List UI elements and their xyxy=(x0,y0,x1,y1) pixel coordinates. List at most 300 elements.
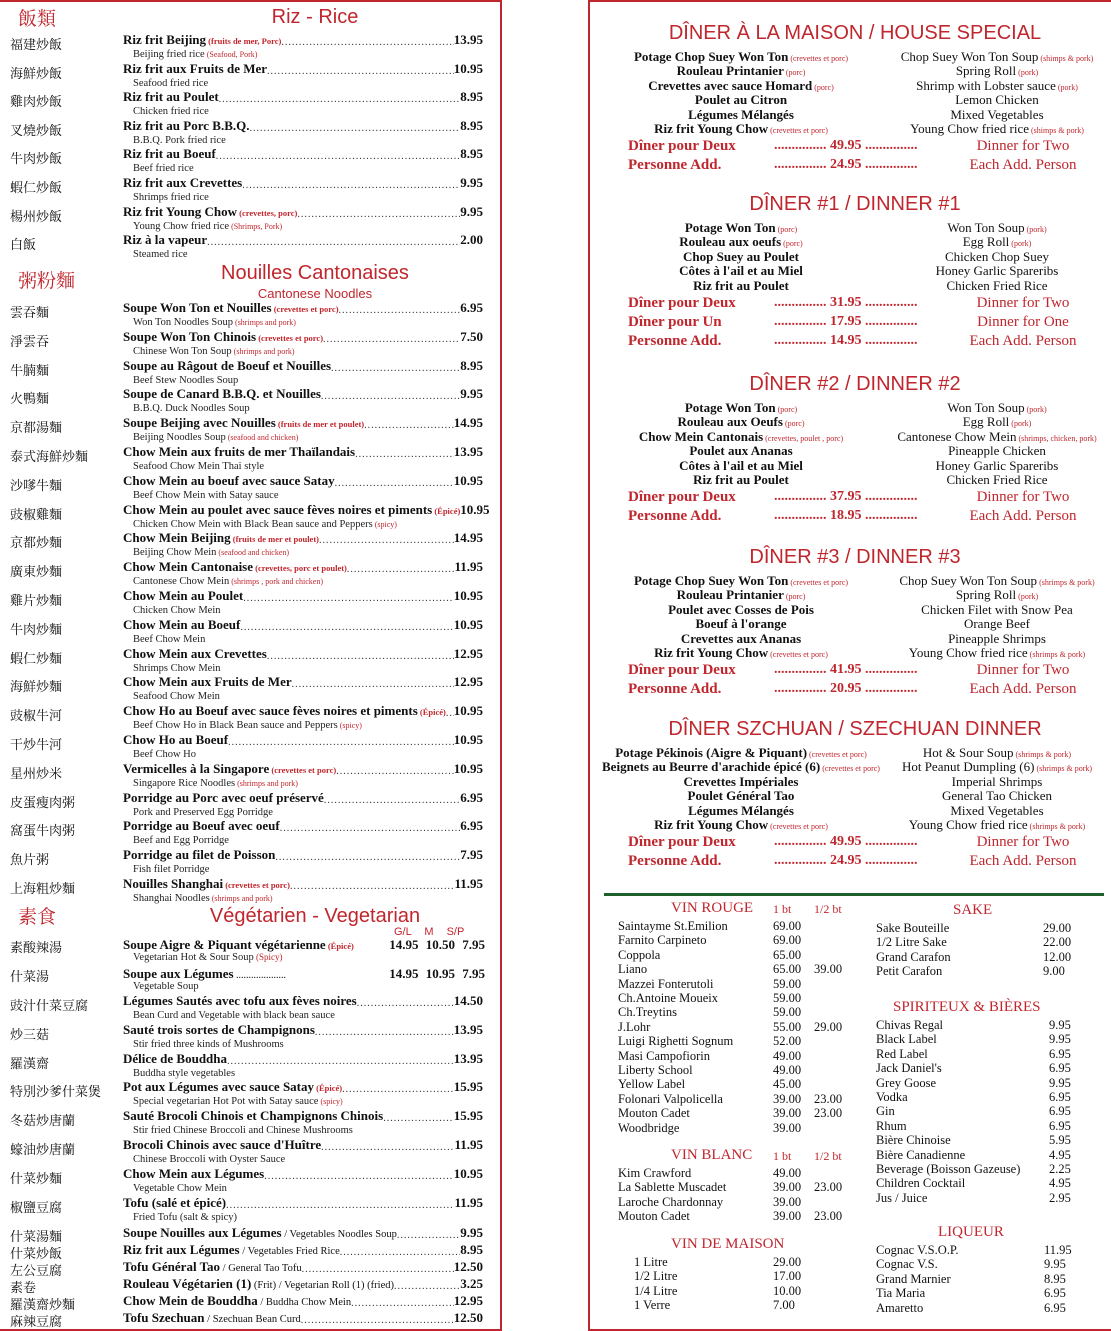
leader-dots xyxy=(355,449,454,460)
item-fr-name xyxy=(123,1310,301,1326)
item-en-name xyxy=(133,1096,343,1107)
item-row xyxy=(123,1139,483,1153)
item-price: 9.95 xyxy=(460,203,483,219)
item-en-text: Seafood Chow Mein Thai style xyxy=(133,461,265,472)
dinner-item-fr-text: Riz frit Young Chow xyxy=(654,817,769,832)
dinner-price-row xyxy=(628,157,1098,175)
drink-price-half: 29.00 xyxy=(814,1019,843,1034)
dinner-item-en-text: Chop Suey Won Ton Soup xyxy=(899,573,1038,588)
item-en-name xyxy=(133,317,296,328)
drink-name: Petit Carafon xyxy=(876,964,943,979)
dinner-item-en-note: (shrimps & pork) xyxy=(1034,764,1093,774)
dinner-item-fr-note: (crevettes et porc) xyxy=(820,764,880,774)
drink-name: Gin xyxy=(876,1104,895,1119)
dinner-item-en-note: (pork) xyxy=(1016,68,1039,78)
dinner-price-en: Each Add. Person xyxy=(969,853,1077,870)
item-fr-name xyxy=(123,818,280,834)
item-fr-name xyxy=(123,966,389,982)
leader-dots: ............... 24.95 ............... xyxy=(774,853,918,869)
item-en-name xyxy=(133,807,273,818)
item-price: 12.50 xyxy=(453,1310,483,1325)
item-price: 10.95 xyxy=(460,501,490,517)
item-en-text: Stir fried three kinds of Mushrooms xyxy=(133,1038,284,1050)
dinner-price-label: Personne Add. xyxy=(628,157,722,174)
item-en-text: Chinese Won Ton Soup xyxy=(133,345,232,357)
drink-name: Saintayme St.Emilion xyxy=(618,919,728,933)
item-price: 14.95 xyxy=(453,530,483,546)
dinner-price-row xyxy=(628,138,1098,156)
item-fr-text: Riz frit au Boeuf xyxy=(123,146,216,162)
dinner-title: DÎNER #2 / DINNER #2 xyxy=(749,373,961,395)
drink-price: 6.95 xyxy=(1044,1300,1066,1315)
leader-dots xyxy=(394,1281,460,1292)
size-header: G/L M S/P xyxy=(394,926,465,938)
item-en-name xyxy=(133,835,229,846)
item-zh-name: 白飯 xyxy=(10,238,37,254)
item-zh-name: 廣東炒麵 xyxy=(10,565,63,581)
dinner-item-fr-note: (crevettes et porc) xyxy=(768,822,828,831)
item-fr-text: Soupe Beijing avec Nouilles xyxy=(123,415,276,431)
dinner-item-en-text: Egg Roll xyxy=(962,234,1010,250)
item-row xyxy=(123,60,483,77)
drink-price: 39.00 xyxy=(773,1106,802,1121)
item-fr-name xyxy=(123,674,292,690)
item-en-name xyxy=(133,403,250,414)
vegetarian-zh-title: 素食 xyxy=(18,906,57,928)
dinner-item-en-text: Shrimp with Lobster sauce xyxy=(916,77,1056,93)
leader-dots xyxy=(342,1084,454,1095)
item-price: 8.95 xyxy=(460,357,483,373)
dinner-price-row xyxy=(628,489,1098,507)
item-zh-name: 京都炒麵 xyxy=(10,536,63,552)
item-price: 11.95 xyxy=(454,876,483,891)
item-en-text: (Frit) / Vegetarian Roll (1) (fried) xyxy=(251,1280,394,1291)
item-price: 6.95 xyxy=(460,789,483,805)
item-en-text: Beijing Noodles Soup xyxy=(133,432,226,444)
leader-dots xyxy=(280,823,461,834)
item-row xyxy=(123,472,483,489)
drink-name: Coppola xyxy=(618,947,661,962)
drink-name: Black Label xyxy=(876,1032,937,1047)
item-row xyxy=(123,676,483,690)
item-fr-text: Tofu (salé et épicé) xyxy=(123,1194,227,1210)
item-fr-name xyxy=(123,1051,227,1067)
dinner-item-en-note: (pork) xyxy=(1009,419,1032,429)
dinner-item-en-note: (pork) xyxy=(1009,239,1032,249)
drink-name: Bière Chinoise xyxy=(876,1133,951,1148)
item-zh-name: 什菜湯麵 xyxy=(10,1230,63,1245)
item-fr-text: Soupe Won Ton Chinois xyxy=(123,328,257,344)
item-fr-name xyxy=(123,732,228,748)
item-fr-note: (Épicé) xyxy=(314,1083,343,1094)
dinner-item-en-text: Pineapple Chicken xyxy=(948,443,1046,459)
drink-name: Liano xyxy=(618,962,648,977)
item-row xyxy=(123,501,490,518)
item-en-text: Young Chow fried rice xyxy=(133,220,230,232)
drink-price: 6.95 xyxy=(1049,1061,1071,1076)
item-fr-name xyxy=(123,1242,340,1258)
item-fr-text: Tofu Général Tao xyxy=(123,1259,221,1274)
item-fr-text: Soupe Nouilles aux Légumes xyxy=(123,1225,282,1240)
item-zh-name: 豉汁什菜豆腐 xyxy=(10,999,89,1014)
item-en-name xyxy=(133,192,209,203)
item-zh-name: 什菜湯 xyxy=(10,969,50,985)
item-en-name xyxy=(133,663,221,674)
dinner-item-fr-text: Côtes à l'ail et au Miel xyxy=(679,263,803,279)
drink-price: 49.00 xyxy=(773,1048,802,1063)
dinner-price-row xyxy=(628,333,1098,351)
dinner-item-fr-text: Chop Suey au Poulet xyxy=(683,248,799,264)
drink-name: Luigi Righetti Sognum xyxy=(618,1034,734,1049)
leader-dots: ............... 49.95 ............... xyxy=(774,834,918,850)
dinner-item-fr-note: (porc) xyxy=(775,405,798,414)
item-row xyxy=(123,234,483,248)
item-row xyxy=(123,616,483,633)
item-zh-name: 素卷 xyxy=(10,1281,37,1296)
item-zh-name: 蠔油炒唐蘭 xyxy=(10,1143,76,1158)
dinner-title: DÎNER SZCHUAN / SZECHUAN DINNER xyxy=(668,718,1042,740)
item-fr-note: (fruits de mer, Porc) xyxy=(206,36,282,46)
item-en-note: (seafood and chicken) xyxy=(225,433,299,443)
dinner-item-en-note: (shrimps & pork) xyxy=(1013,750,1072,759)
dinner-item-en-note: (pork) xyxy=(1024,405,1047,414)
item-row xyxy=(123,849,483,863)
item-fr-note: (crevettes et porc) xyxy=(223,880,291,890)
drink-name: 1 Verre xyxy=(634,1298,671,1313)
item-fr-text: Nouilles Shanghai xyxy=(123,876,224,891)
item-price: 10.95 xyxy=(453,1165,483,1181)
item-zh-name: 窩蛋牛肉粥 xyxy=(10,824,76,840)
item-row xyxy=(123,1278,483,1292)
dinner-item-fr-text: Potage Chop Suey Won Ton xyxy=(633,49,789,64)
item-fr-text: Chow Ho au Boeuf xyxy=(123,732,229,747)
item-fr-name xyxy=(123,300,339,316)
item-en-text: Bean Curd and Vegetable with black bean sauce xyxy=(133,1010,335,1021)
item-fr-text: Vermicelles à la Singapore xyxy=(123,760,270,776)
dinner-item-en-text: Won Ton Soup xyxy=(947,220,1025,235)
dinner-item-fr-note: (porc) xyxy=(775,225,798,234)
item-fr-name xyxy=(123,937,389,953)
drink-col-header: 1 bt xyxy=(773,1149,792,1163)
item-row xyxy=(123,937,485,953)
item-price: 9.95 xyxy=(460,1225,483,1240)
dinner-item-fr-note: (porc) xyxy=(812,82,834,92)
item-row xyxy=(123,177,483,191)
item-fr-text: Riz frit aux Légumes xyxy=(123,1242,240,1257)
item-zh-name: 蝦仁炒麵 xyxy=(10,651,63,667)
dinner-item-fr-note: (crevettes et porc) xyxy=(788,54,849,63)
dinner-price-en: Dinner for One xyxy=(977,314,1069,330)
item-en-text: Beef Chow Ho in Black Bean sauce and Peppers xyxy=(133,720,338,732)
leader-dots: ............... 37.95 ............... xyxy=(774,489,918,505)
item-row xyxy=(123,34,483,48)
drink-price: 39.00 xyxy=(773,1120,802,1135)
item-zh-name: 雞肉炒飯 xyxy=(10,95,63,111)
dinner-item-fr-text: Rouleau Printanier xyxy=(676,63,784,79)
leader-dots xyxy=(351,1298,454,1309)
item-en-note: (spicy) xyxy=(337,721,362,731)
item-en-text: Shanghai Noodles xyxy=(133,893,210,904)
item-en-text: Beijing Chow Mein xyxy=(133,547,217,559)
item-fr-name xyxy=(123,559,347,575)
item-en-name xyxy=(133,106,209,117)
item-en-name xyxy=(133,49,257,60)
dinner-item-fr-text: Riz frit au Poulet xyxy=(693,472,789,487)
leader-dots xyxy=(347,564,455,575)
drink-price-half: 39.00 xyxy=(814,962,843,977)
drink-price: 69.00 xyxy=(773,919,802,933)
item-fr-name xyxy=(123,646,267,662)
drink-section-title: VIN DE MAISON xyxy=(671,1236,785,1252)
leader-dots xyxy=(219,94,461,105)
drink-name: Grey Goose xyxy=(876,1075,937,1090)
dinner-item-fr-note: (crevettes et porc) xyxy=(768,126,828,135)
dinner-item-en-text: Chicken Fried Rice xyxy=(946,277,1048,293)
item-price: 10.95 xyxy=(453,703,483,719)
item-fr-name xyxy=(123,386,321,402)
leader-dots xyxy=(264,1171,454,1182)
drink-price: 59.00 xyxy=(773,976,802,991)
item-en-note: (shrimps and pork) xyxy=(233,318,296,327)
drink-name: Mouton Cadet xyxy=(618,1209,690,1224)
drink-name: Cognac V.S.O.P. xyxy=(876,1243,959,1257)
dinner-item-en-text: Hot Peanut Dumpling (6) xyxy=(901,759,1035,775)
dinner-item-fr-text: Boeuf à l'orange xyxy=(695,616,787,632)
leader-dots xyxy=(339,305,461,316)
dinner-item-en-note: (pork) xyxy=(1055,82,1078,92)
dinner-item-fr-text: Poulet Général Tao xyxy=(687,788,795,804)
drink-price: 6.95 xyxy=(1044,1286,1066,1301)
drink-name: Laroche Chardonnay xyxy=(618,1194,724,1209)
item-fr-text: Porridge au filet de Poisson xyxy=(123,847,276,863)
dinner-item-en-text: Young Chow fried rice xyxy=(908,817,1028,832)
item-fr-name xyxy=(123,1276,394,1292)
item-row xyxy=(123,1295,483,1309)
item-row xyxy=(123,1312,483,1326)
drink-name: 1/2 Litre Sake xyxy=(876,935,947,950)
item-en-text: / Vegetables Noodles Soup xyxy=(281,1229,397,1240)
drink-name: Chivas Regal xyxy=(876,1018,944,1032)
item-price: 8.95 xyxy=(460,146,483,162)
item-fr-note: (fruits de mer et poulet) xyxy=(275,419,365,430)
item-en-text: Buddha style vegetables xyxy=(133,1067,236,1079)
item-en-name xyxy=(133,1068,235,1079)
dinner-item-en xyxy=(884,645,1110,661)
item-en-name xyxy=(133,634,205,645)
drink-section-title: VIN BLANC xyxy=(671,1147,753,1163)
item-en-text: Won Ton Noodles Soup xyxy=(133,317,234,328)
item-en-text: B.B.Q. Duck Noodles Soup xyxy=(133,403,250,415)
item-en-name xyxy=(133,346,295,357)
dinner-price-row xyxy=(628,681,1098,699)
item-row xyxy=(123,1165,483,1182)
dinner-price-en: Each Add. Person xyxy=(969,508,1077,525)
leader-dots xyxy=(290,881,454,892)
dinner-price-label: Personne Add. xyxy=(628,333,722,349)
dinner-item-fr-text: Côtes à l'ail et au Miel xyxy=(679,457,803,473)
dinner-item-fr-text: Beignets au Beurre d'arachide épicé (6) xyxy=(602,759,821,775)
noodles-subtitle: Cantonese Noodles xyxy=(257,286,373,301)
leader-dots xyxy=(331,363,460,374)
leader-dots xyxy=(335,478,454,489)
drink-price-half: 23.00 xyxy=(814,1091,843,1106)
drink-name: Beverage (Boisson Gazeuse) xyxy=(876,1162,1021,1176)
item-en-text: Fish filet Porridge xyxy=(133,864,210,876)
item-price: 12.50 xyxy=(453,1259,483,1274)
drink-price: 39.00 xyxy=(773,1209,802,1224)
item-en-text: B.B.Q. Pork fried rice xyxy=(133,134,226,146)
drink-price-half: 23.00 xyxy=(814,1209,843,1224)
leader-dots xyxy=(383,1113,454,1124)
item-en-name xyxy=(133,432,298,443)
item-zh-name: 羅漢齋 xyxy=(10,1056,50,1072)
item-fr-text: Sauté Brocoli Chinois et Champignons Chinois xyxy=(123,1108,384,1124)
item-fr-name xyxy=(123,444,355,460)
item-price: 6.95 xyxy=(460,300,483,315)
dinner-price-label: Personne Add. xyxy=(628,853,722,870)
item-fr-text: Soupe aux Légumes xyxy=(123,965,234,981)
item-price: 12.95 xyxy=(453,1293,483,1308)
drink-name: Woodbridge xyxy=(618,1120,680,1135)
drink-price: 45.00 xyxy=(773,1077,802,1092)
drink-price: 17.00 xyxy=(773,1269,802,1284)
drink-price: 6.95 xyxy=(1049,1104,1071,1119)
item-en-name xyxy=(133,1212,237,1223)
item-fr-name xyxy=(123,358,331,374)
item-en-note: (Shrimps, Pork) xyxy=(229,221,283,231)
drink-name: Tia Maria xyxy=(876,1286,926,1301)
drink-price: 6.95 xyxy=(1049,1046,1071,1061)
item-en-note: (spicy) xyxy=(372,519,397,529)
item-en-name xyxy=(133,778,298,789)
drink-name: 1/4 Litre xyxy=(634,1283,678,1298)
item-zh-name: 海鮮炒麵 xyxy=(10,680,63,696)
dinner-item-fr-text: Poulet avec Cosses de Pois xyxy=(668,601,814,617)
item-zh-name: 什菜炒麵 xyxy=(10,1171,63,1187)
dinner-item-fr-text: Riz frit Young Chow xyxy=(654,121,769,136)
item-zh-name: 叉燒炒飯 xyxy=(10,123,63,139)
dinner-price-row xyxy=(628,834,1098,852)
leader-dots xyxy=(242,180,460,191)
item-fr-note: (crevettes, porc et poulet) xyxy=(253,563,347,574)
item-en-name xyxy=(133,605,221,616)
item-zh-name: 冬菇炒唐蘭 xyxy=(10,1114,76,1130)
drink-price-half: 23.00 xyxy=(814,1180,843,1195)
leader-dots: ............... 20.95 ............... xyxy=(774,681,918,697)
item-row xyxy=(123,1021,483,1038)
leader-dots: ............... 24.95 ............... xyxy=(774,157,918,173)
item-en-text: Fried Tofu (salt & spicy) xyxy=(133,1211,238,1223)
item-zh-name: 皮蛋瘦肉粥 xyxy=(10,795,76,811)
leader-dots xyxy=(240,622,453,633)
item-prices: 14.95 10.50 7.95 xyxy=(389,937,485,952)
item-zh-name: 豉椒雞麵 xyxy=(10,507,63,523)
drink-price: 9.00 xyxy=(1043,964,1065,979)
item-fr-text: Riz frit Beijing xyxy=(123,32,207,47)
item-en-name xyxy=(133,519,397,530)
item-row xyxy=(123,820,483,834)
leader-dots xyxy=(324,795,460,806)
item-row xyxy=(123,302,483,316)
drink-name: Ch.Antoine Moueix xyxy=(618,991,718,1005)
item-fr-name xyxy=(123,1195,226,1211)
drink-price: 9.95 xyxy=(1049,1018,1071,1032)
item-fr-note: (crevettes et porc) xyxy=(256,332,324,343)
item-zh-name: 牛肉炒飯 xyxy=(10,152,63,168)
dinner-item-fr-text: Riz frit au Poulet xyxy=(693,277,789,293)
dinner-item-en-note: (pork) xyxy=(1024,225,1047,234)
item-fr-text: Soupe au Râgout de Boeuf et Nouilles xyxy=(123,357,332,373)
item-en-text: Seafood fried rice xyxy=(133,77,209,89)
item-zh-name: 沙嗲牛麵 xyxy=(10,478,63,494)
leader-dots xyxy=(397,1230,460,1241)
leader-dots xyxy=(321,391,460,402)
item-fr-text: Chow Mein Beijing xyxy=(123,530,231,546)
item-row xyxy=(123,561,483,575)
dinner-item-en-text: Chicken Chop Suey xyxy=(945,248,1049,264)
item-fr-text: Sauté trois sortes de Champignons xyxy=(123,1021,315,1037)
item-zh-name: 海鮮炒飯 xyxy=(10,66,63,82)
drink-name: Children Cocktail xyxy=(876,1176,966,1191)
item-row xyxy=(123,966,485,982)
dinner-price-row xyxy=(628,508,1098,526)
dinner-item-fr-text: Rouleau aux Oeufs xyxy=(677,414,783,430)
dinner-item-en-text: Won Ton Soup xyxy=(947,400,1025,415)
item-en-text: Steamed rice xyxy=(133,249,188,261)
dinner-item-en-text: General Tao Chicken xyxy=(941,788,1053,804)
leader-dots: .................... xyxy=(233,969,287,981)
drink-name: Farnito Carpineto xyxy=(618,933,707,948)
dinner-item-fr-note: (porc) xyxy=(781,239,803,249)
drink-price: 6.95 xyxy=(1049,1118,1071,1133)
dinner-item-en-text: Egg Roll xyxy=(962,414,1010,430)
item-price: 6.95 xyxy=(460,818,483,834)
item-zh-name: 炒三菇 xyxy=(10,1027,50,1043)
drink-name: Mouton Cadet xyxy=(618,1106,690,1121)
dinner-item-fr-text: Rouleau aux oeufs xyxy=(679,234,782,250)
item-fr-name xyxy=(123,761,336,777)
item-row xyxy=(123,590,483,604)
item-row xyxy=(123,91,483,105)
dinner-item-en-text: Young Chow fried rice xyxy=(910,121,1030,136)
item-fr-name xyxy=(123,847,275,863)
item-fr-text: Riz frit au Porc B.B.Q. xyxy=(123,117,250,133)
rice-zh-title: 飯類 xyxy=(18,8,57,30)
item-fr-text: Riz frit aux Crevettes xyxy=(123,175,243,190)
item-fr-text: Riz frit Young Chow xyxy=(123,203,237,219)
item-zh-name: 豉椒牛河 xyxy=(10,709,63,725)
drink-price: 55.00 xyxy=(773,1019,802,1034)
item-zh-name: 泰式海鮮炒麵 xyxy=(10,450,89,465)
dinner-price-en: Dinner for Two xyxy=(976,662,1070,679)
item-en-note: (spicy) xyxy=(318,1097,343,1107)
item-fr-text: Brocoli Chinois avec sauce d'Huître xyxy=(123,1137,322,1152)
drink-price: 11.95 xyxy=(1044,1243,1072,1257)
dinner-item-fr-text: Crevettes avec sauce Homard xyxy=(648,77,813,93)
dinner-price-en: Each Add. Person xyxy=(969,681,1077,698)
leader-dots: ............... 49.95 ............... xyxy=(774,138,918,154)
item-en-text: / General Tao Tofu xyxy=(220,1263,302,1274)
dinner-item-fr-note: (crevettes et porc) xyxy=(807,750,867,759)
dinner-item-fr-text: Légumes Mélangés xyxy=(688,802,794,818)
item-fr-text: Pot aux Légumes avec sauce Satay xyxy=(123,1079,315,1095)
item-row xyxy=(123,760,483,777)
item-en-text: Singapore Rice Noodles xyxy=(133,777,236,789)
item-row xyxy=(123,1194,483,1211)
dinner-price-row xyxy=(628,853,1098,871)
item-fr-text: Soupe Aigre & Piquant végétarienne xyxy=(123,937,326,952)
leader-dots xyxy=(319,535,454,546)
